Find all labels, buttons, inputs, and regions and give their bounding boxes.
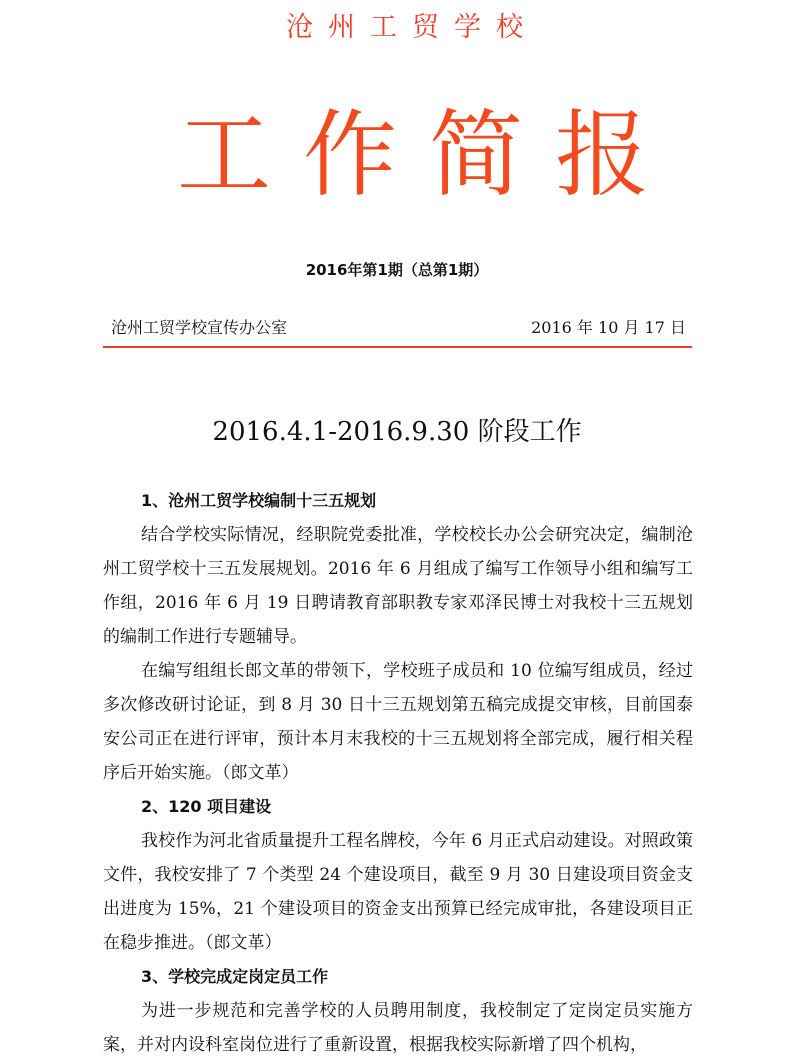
section-1 <box>103 484 693 790</box>
paragraph: 我校作为河北省质量提升工程名牌校，今年 6 月正式启动建设。对照政策文件，我校安排了 7 个类型 24 个建设项目，截至 9 月 30 日建设项目资金支出进度为 15%，21 个建设项目的资金支出预算已经完成审批，各建设项目正在稳步推进。（郎文革） <box>103 831 693 953</box>
section-heading: 1、沧州工贸学校编制十三五规划 <box>141 491 377 510</box>
header-divider <box>103 346 692 348</box>
section-heading: 2、120 项目建设 <box>141 797 272 816</box>
publish-date: 2016 年 10 月 17 日 <box>531 318 686 337</box>
section-2 <box>103 790 693 960</box>
school-name: 沧州工贸学校 <box>286 12 538 43</box>
office-name: 沧州工贸学校宣传办公室 <box>111 318 288 337</box>
masthead-title: 工作简报 <box>176 101 681 210</box>
paragraph: 结合学校实际情况，经职院党委批准，学校校长办公会研究决定，编制沧州工贸学校十三五发展规划。2016 年 6 月组成了编写工作领导小组和编写工作组，2016 年 6 月 19 日聘请教育部职教专家邓泽民博士对我校十三五规划的编制工作进行专题辅导。 <box>103 525 693 647</box>
issue-number: 2016年第1期（总第1期） <box>305 261 489 279</box>
paragraph: 在编写组组长郎文革的带领下，学校班子成员和 10 位编写组成员，经过多次修改研讨论证，到 8 月 30 日十三五规划第五稿完成提交审核，目前国泰安公司正在进行评审，预计本月末我校的十三五规划将全部完成，履行相关程序后开始实施。（郎文革） <box>103 661 693 783</box>
article-body <box>103 484 693 1062</box>
paragraph: 为进一步规范和完善学校的人员聘用制度，我校制定了定岗定员实施方案，并对内设科室岗位进行了重新设置，根据我校实际新增了四个机构， <box>103 1001 693 1055</box>
article-title: 2016.4.1-2016.9.30 阶段工作 <box>212 417 582 447</box>
section-heading: 3、学校完成定岗定员工作 <box>141 967 329 986</box>
section-3 <box>103 960 693 1062</box>
